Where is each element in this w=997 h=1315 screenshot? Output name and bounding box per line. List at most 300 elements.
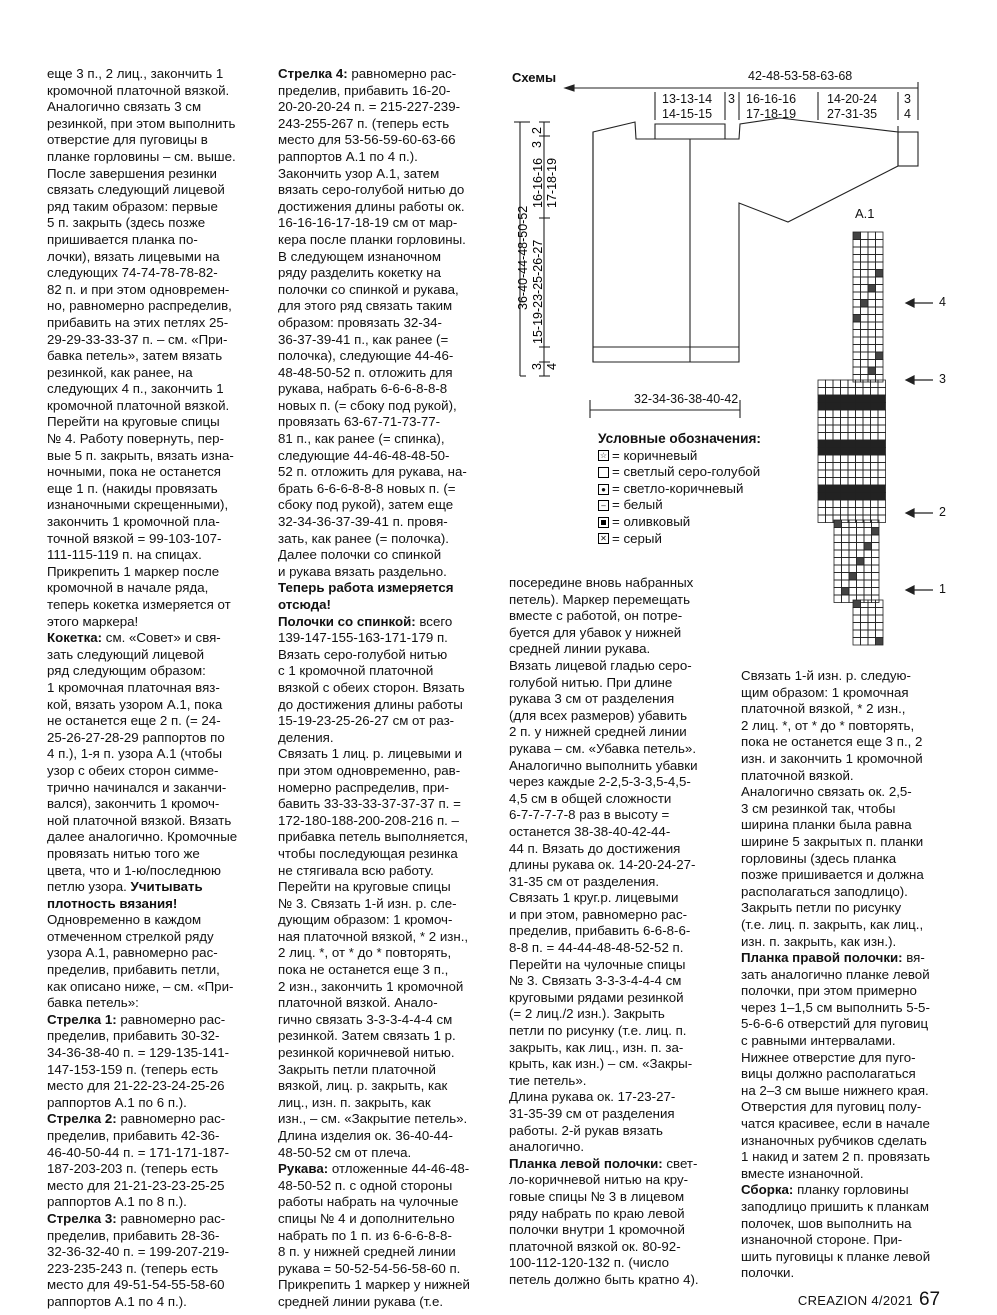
chart-cell <box>818 433 826 441</box>
chart-cell <box>841 485 849 493</box>
page-footer <box>789 1271 940 1311</box>
text-line: Отверстия для пуговиц полу- <box>741 1099 922 1115</box>
chart-cell <box>818 485 826 493</box>
chart-cell <box>818 410 826 418</box>
chart-cell <box>863 493 871 501</box>
text-column-3 <box>509 575 699 1289</box>
text-line: при этом одновременно, рав- <box>278 762 461 778</box>
chart-cell <box>853 285 861 293</box>
dot-icon: ● <box>598 484 609 495</box>
chart-cell <box>826 418 834 426</box>
magazine-name: CREAZION 4/2021 <box>797 1293 913 1308</box>
text-line: раппортов А.1 по 8 п.). <box>47 1194 187 1210</box>
text-line: 100-112-120-132 п. (число <box>509 1255 670 1271</box>
text-line: зать, как ранее (= полочка). <box>278 530 449 546</box>
chart-cell <box>834 543 842 551</box>
chart-cell <box>878 388 886 396</box>
text-column-1 <box>47 66 237 1311</box>
text-column-2 <box>278 66 470 1311</box>
chart-cell <box>863 508 871 516</box>
legend-text: = оливковый <box>612 513 691 529</box>
chart-cell <box>834 588 842 596</box>
text-line: петель). Маркер перемещать <box>509 591 691 607</box>
chart-cell <box>872 558 880 566</box>
text-line: пределив, прибавить 6-6-8-6- <box>509 923 691 939</box>
text-line: ширине 5 закрытых п. планки <box>741 833 924 849</box>
chart-cell <box>848 403 856 411</box>
text-line: тие петель». <box>509 1072 587 1088</box>
text-line: набрать по 1 п. из 6-6-6-8-8- <box>278 1227 452 1243</box>
sleeve-length-label-2: 27-31-35 <box>827 107 878 121</box>
text-line: далее аналогично. Кромочные <box>47 829 238 845</box>
chart-cell <box>841 425 849 433</box>
text-line: 4,5 см в общей сложности <box>509 790 672 806</box>
chart-cell <box>833 508 841 516</box>
text-line: платочной вязкой ок. 80-92- <box>509 1238 681 1254</box>
chart-cell <box>841 440 849 448</box>
text-line: спицы № 4 и дополнительно <box>278 1210 455 1226</box>
chart-cell <box>853 270 861 278</box>
text-line: вицы должно располагаться <box>741 1066 916 1082</box>
text-line: вязкой, лиц. р. закрыть, как <box>278 1078 448 1094</box>
chart-cell <box>861 600 869 608</box>
legend-item-light-brown <box>598 481 761 498</box>
chart-cell <box>826 463 834 471</box>
legend-text: = коричневый <box>612 447 698 463</box>
text-line: Полочки со спинкой: всего <box>278 613 453 629</box>
chart-cell <box>861 270 869 278</box>
chart-cell <box>818 508 826 516</box>
text-line: провязать нитью того же <box>47 845 200 861</box>
bottom-width-label: 32-34-36-38-40-42 <box>634 392 739 406</box>
chart-cell <box>876 360 884 368</box>
text-line: После завершения резинки <box>47 165 217 181</box>
chart-cell <box>818 515 826 523</box>
chart-cell <box>876 255 884 263</box>
chart-cell <box>841 395 849 403</box>
chart-cell <box>861 345 869 353</box>
chart-cell <box>872 528 880 536</box>
text-line: 32-36-32-40 п. = 199-207-219- <box>47 1244 230 1260</box>
text-line: Стрелка 4: равномерно рас- <box>278 66 457 81</box>
sleeve-length-label: 14-20-24 <box>827 92 878 106</box>
chart-cell <box>863 418 871 426</box>
text-line: 44 п. Вязать до достижения <box>509 840 681 856</box>
chart-cell <box>856 448 864 456</box>
text-line: пока не останется еще 3 п., 2 <box>741 734 923 750</box>
text-line: 2 лиц. *, от * до * повторять, <box>741 717 915 733</box>
chart-cell <box>868 322 876 330</box>
chart-cell <box>864 558 872 566</box>
text-line: вался), закончить 1 кромоч- <box>47 796 220 812</box>
text-line: средней линии рукава. <box>509 641 651 657</box>
chart-cell <box>826 388 834 396</box>
legend-text: = светлый серо-голубой <box>612 464 761 480</box>
chart-cell <box>876 608 884 616</box>
legend-item-olive <box>598 514 761 531</box>
text-line: раппортов А.1 по 4 п.). <box>47 1293 187 1309</box>
chart-cell <box>878 448 886 456</box>
chart-cell <box>864 580 872 588</box>
text-line: еще 3 п., 2 лиц., закончить 1 <box>47 66 224 81</box>
text-line: Одновременно в каждом <box>47 912 202 928</box>
chart-a1-label: A.1 <box>855 206 875 221</box>
chart-cell <box>863 380 871 388</box>
chart-cell <box>878 395 886 403</box>
chart-cell <box>856 440 864 448</box>
chart-cell <box>849 565 857 573</box>
chart-cell <box>878 403 886 411</box>
text-line: Теперь работа измеряется <box>278 580 454 596</box>
text-line: с равными интервалами. <box>741 1033 896 1049</box>
chart-cell <box>818 478 826 486</box>
text-line: но, равномерно распределив, <box>47 298 232 314</box>
chart-cell <box>878 515 886 523</box>
text-line: сбоку под рукой), затем еще <box>278 497 454 513</box>
text-line: полочки внутри 1 кромочной <box>509 1222 685 1238</box>
chart-cell <box>841 380 849 388</box>
text-line: Перейти на круговые спицы <box>278 879 451 895</box>
chart-cell <box>848 508 856 516</box>
text-line: ло-коричневой нитью на кру- <box>509 1172 689 1188</box>
text-line: располагаться заподлицо). <box>741 883 908 899</box>
chart-cell <box>856 508 864 516</box>
chart-cell <box>876 292 884 300</box>
text-line: 111-115-119 п. на спицах. <box>47 547 202 563</box>
text-line: дующим образом: 1 кромоч- <box>278 912 453 928</box>
chart-cell <box>853 623 861 631</box>
legend-text: = светло-коричневый <box>612 480 744 496</box>
chart-cell <box>853 360 861 368</box>
text-line: Связать 1 круг.р. лицевыми <box>509 890 679 906</box>
chart-cell <box>868 277 876 285</box>
chart-cell <box>868 623 876 631</box>
chart-cell <box>853 255 861 263</box>
text-line: прибавить на этих петлях 25- <box>47 314 229 330</box>
text-line: узор с обеих сторон симме- <box>47 762 219 778</box>
chart-cell <box>856 470 864 478</box>
chart-cell <box>853 300 861 308</box>
text-line: вязать серо-голубой нитью до <box>278 182 465 198</box>
text-line: 187-203-203 п. (теперь есть <box>47 1161 219 1177</box>
chart-cell <box>876 277 884 285</box>
chart-cell <box>872 550 880 558</box>
chart-cell <box>818 425 826 433</box>
chart-cell <box>818 500 826 508</box>
chart-cell <box>872 573 880 581</box>
chart-cell <box>863 478 871 486</box>
text-line: позже пришивается и должна <box>741 867 924 883</box>
chart-cell <box>871 388 879 396</box>
chart-cell <box>833 463 841 471</box>
chart-cell <box>826 478 834 486</box>
text-line: Аналогично связать 3 см <box>47 99 202 115</box>
empty-square-icon <box>598 467 609 478</box>
text-line: щим образом: 1 кромочная <box>741 684 909 700</box>
star-icon: ☆ <box>599 451 608 461</box>
chart-cell <box>868 315 876 323</box>
chart-cell <box>833 470 841 478</box>
text-line: резинкой, как ранее, на <box>47 364 193 380</box>
text-line: (т.е. лиц. п. закрыть, как лиц., <box>741 916 924 932</box>
text-line: 48-48-50-52 п. отложить для <box>278 364 453 380</box>
chart-cell <box>863 388 871 396</box>
chart-cell <box>857 558 865 566</box>
chart-cell <box>876 300 884 308</box>
chart-cell <box>876 232 884 240</box>
text-line: средней линии рукава (т.е. <box>278 1293 444 1309</box>
text-line: достижения длины работы ок. <box>278 198 465 214</box>
chart-cell <box>861 352 869 360</box>
hem-b: 4 <box>545 363 559 370</box>
text-line: изн. и закончить 1 кромочной <box>741 750 923 766</box>
chart-cell <box>868 615 876 623</box>
chart-cell <box>871 433 879 441</box>
chart-cell <box>861 255 869 263</box>
chart-cell <box>868 330 876 338</box>
chart-cell <box>848 440 856 448</box>
text-line: номерно распределив, при- <box>278 779 450 795</box>
chart-cell <box>857 535 865 543</box>
text-line: раппортов А.1 по 6 п.). <box>47 1094 187 1110</box>
text-line: пределив, прибавить петли, <box>47 962 220 978</box>
left-top-b: 3 <box>530 141 544 148</box>
chart-cell <box>853 307 861 315</box>
chart-cell <box>876 352 884 360</box>
text-line: вязкой с обеих сторон. Вязать <box>278 679 465 695</box>
chart-cell <box>841 433 849 441</box>
chart-cell <box>853 638 861 646</box>
chart-cell <box>878 508 886 516</box>
chart-cell <box>834 573 842 581</box>
text-line: Закрыть петли платочной <box>278 1061 436 1077</box>
text-line: резинкой коричневой нитью. <box>278 1045 455 1061</box>
chart-cell <box>872 595 880 603</box>
text-line: раппортов А.1 по 4 п.). <box>278 148 418 164</box>
chart-cell <box>876 367 884 375</box>
chart-cell <box>848 485 856 493</box>
cross-icon: ✕ <box>598 533 609 544</box>
chart-cell <box>856 433 864 441</box>
chart-cell <box>841 500 849 508</box>
chart-cell <box>863 515 871 523</box>
chart-cell <box>853 292 861 300</box>
chart-cell <box>849 573 857 581</box>
text-line: 172-180-188-200-208-216 п. – <box>278 812 459 828</box>
text-line: Аналогично связать ок. 2,5- <box>741 784 912 800</box>
text-line: буется для убавок у нижней <box>509 624 682 640</box>
chart-cell <box>833 388 841 396</box>
text-line: ряд следующим образом: <box>47 663 206 679</box>
chart-cell <box>876 247 884 255</box>
chart-cell <box>864 565 872 573</box>
chart-cell <box>833 493 841 501</box>
chart-cell <box>868 367 876 375</box>
chart-cell <box>818 470 826 478</box>
chart-cell <box>871 478 879 486</box>
chart-cell <box>868 608 876 616</box>
text-line: 4 п.), 1-я п. узора А.1 (чтобы <box>47 746 223 762</box>
text-line: 32-34-36-37-39-41 п. провя- <box>278 514 448 530</box>
text-line: и при этом, равномерно рас- <box>509 906 688 922</box>
hem-a: 3 <box>530 363 544 370</box>
text-line: как описано ниже, – см. «При- <box>47 978 234 994</box>
chart-cell <box>872 580 880 588</box>
text-line: рукава – см. «Убавка петель». <box>509 740 697 756</box>
chart-cell <box>856 515 864 523</box>
text-line: 5 п. закрыть (здесь позже <box>47 215 206 231</box>
chart-cell <box>872 535 880 543</box>
chart-cell <box>864 543 872 551</box>
text-line: бавка петель», затем вязать <box>47 348 223 364</box>
chart-cell <box>818 463 826 471</box>
chart-cell <box>876 615 884 623</box>
chart-cell <box>848 418 856 426</box>
chart-cell <box>826 493 834 501</box>
text-line: 48-50-52 см от плеча. <box>278 1144 412 1160</box>
chart-cell <box>826 515 834 523</box>
text-line: 2 лиц. *, от * до * повторять, <box>278 945 452 961</box>
chart-cell <box>876 345 884 353</box>
chart-cell <box>842 528 850 536</box>
chart-cell <box>871 500 879 508</box>
text-line: 31-35 см от разделения. <box>509 873 660 889</box>
text-line: чатся красивее, если в начале <box>741 1116 930 1132</box>
text-line: пришивается планка по- <box>47 231 198 247</box>
chart-cell <box>868 307 876 315</box>
chart-cell <box>841 463 849 471</box>
chart-cell <box>833 500 841 508</box>
text-line: крыть, как изн.) – см. «Закры- <box>509 1056 693 1072</box>
chart-cell <box>826 470 834 478</box>
chart-cell <box>856 425 864 433</box>
text-line: на 2–3 см выше нижнего края. <box>741 1082 929 1098</box>
chart-cell <box>818 395 826 403</box>
text-line: Стрелка 2: равномерно рас- <box>47 1111 226 1127</box>
chart-cell <box>876 330 884 338</box>
upper-sleeve-label-2: 17-18-19 <box>746 107 797 121</box>
chart-cell <box>818 455 826 463</box>
chart-cell <box>876 307 884 315</box>
chart-cell <box>878 470 886 478</box>
chart-cell <box>856 418 864 426</box>
text-line: Перейти на чулочные спицы <box>509 956 686 972</box>
chart-cell <box>868 345 876 353</box>
chart-cell <box>856 500 864 508</box>
chart-cell <box>872 588 880 596</box>
chart-cell <box>848 515 856 523</box>
text-line: гично связать 3-3-3-4-4-4 см <box>278 1011 453 1027</box>
cuff-label-b: 4 <box>904 107 911 121</box>
text-line: кера после планки горловины. <box>278 231 466 247</box>
text-line: Планка правой полочки: вя- <box>741 950 925 966</box>
chart-cell <box>861 247 869 255</box>
chart-cell <box>864 573 872 581</box>
text-line: Сборка: планку горловины <box>741 1182 909 1198</box>
body-length-label: 15-19-23-25-26-27 <box>531 239 545 344</box>
text-line: заподлицо пришить к планкам <box>741 1199 929 1214</box>
chart-cell <box>849 543 857 551</box>
text-line: и рукава вязать раздельно. <box>278 563 447 579</box>
text-line: останется 38-38-40-42-44- <box>509 823 671 839</box>
chart-cell <box>826 500 834 508</box>
text-line: рукава, набрать 6-6-6-8-8-8 <box>278 381 448 397</box>
chart-cell <box>878 478 886 486</box>
chart-cell <box>861 630 869 638</box>
chart-cell <box>868 337 876 345</box>
chart-cell <box>848 478 856 486</box>
upper-sleeve-label: 16-16-16 <box>746 92 797 106</box>
chart-cell <box>849 588 857 596</box>
chart-cell <box>853 315 861 323</box>
chart-cell <box>863 470 871 478</box>
dash-icon: – <box>598 500 609 511</box>
chart-cell <box>842 550 850 558</box>
chart-cell <box>841 470 849 478</box>
text-line: полочка), следующие 44-46- <box>278 348 454 364</box>
chart-cell <box>849 528 857 536</box>
chart-cell <box>853 630 861 638</box>
text-line: кромочной платочной вязкой. <box>47 82 230 98</box>
text-line: точной вязкой = 99-103-107- <box>47 530 222 546</box>
chart-cell <box>861 307 869 315</box>
chart-cell <box>818 448 826 456</box>
text-line: Закрыть петли по рисунку <box>741 900 902 916</box>
text-line: кромочной в начале ряда, <box>47 580 209 596</box>
chart-cell <box>864 535 872 543</box>
chart-cell <box>864 588 872 596</box>
chart-cell <box>834 520 842 528</box>
chart-cell <box>863 500 871 508</box>
chart-cell <box>868 247 876 255</box>
text-line: Длина изделия ок. 36-40-44- <box>278 1128 453 1143</box>
text-line: 139-147-155-163-171-179 п. <box>278 630 448 646</box>
text-line: 20-20-20-24 п. = 215-227-239- <box>278 99 461 115</box>
chart-cell <box>849 595 857 603</box>
text-line: планке горловины – см. выше. <box>47 148 236 164</box>
text-line: 36-37-39-41 п., как ранее (= <box>278 331 449 347</box>
yoke-depth-label: 16-16-16 <box>531 157 545 208</box>
chart-cell <box>868 232 876 240</box>
text-line: Вязать лицевой гладью серо- <box>509 657 692 673</box>
text-line: кой, вязать узором А.1, пока <box>47 696 223 712</box>
chart-cell <box>871 515 879 523</box>
chart-cell <box>863 403 871 411</box>
text-line: цвета, что и 1-ю/последнюю <box>47 862 221 878</box>
chart-cell <box>848 448 856 456</box>
text-line: бавка петель»: <box>47 995 139 1011</box>
chart-cell <box>861 608 869 616</box>
text-line: № 3. Связать 3-3-3-4-4-4 см <box>509 973 682 989</box>
legend-title: Условные обозначения: <box>598 431 761 446</box>
chart-cell <box>871 470 879 478</box>
text-line: рукава 3 см от разделения <box>509 691 675 707</box>
text-line: ширина планки была равна <box>741 817 912 833</box>
chart-cell <box>833 515 841 523</box>
text-line: 147-153-159 п. (теперь есть <box>47 1061 219 1077</box>
text-line: Связать 1 лиц. р. лицевыми и <box>278 746 463 762</box>
legend-item-brown <box>598 448 761 465</box>
chart-cell <box>871 380 879 388</box>
chart-cell <box>861 240 869 248</box>
chart-cell <box>878 493 886 501</box>
text-line: изн., – см. «Закрытие петель». <box>278 1111 468 1127</box>
chart-cell <box>868 352 876 360</box>
chart-cell <box>853 375 861 383</box>
text-line: Нижнее отверстие для пуго- <box>741 1049 916 1065</box>
chart-cell <box>861 232 869 240</box>
text-line: (= 2 лиц./2 изн.). Закрыть <box>509 1006 665 1022</box>
